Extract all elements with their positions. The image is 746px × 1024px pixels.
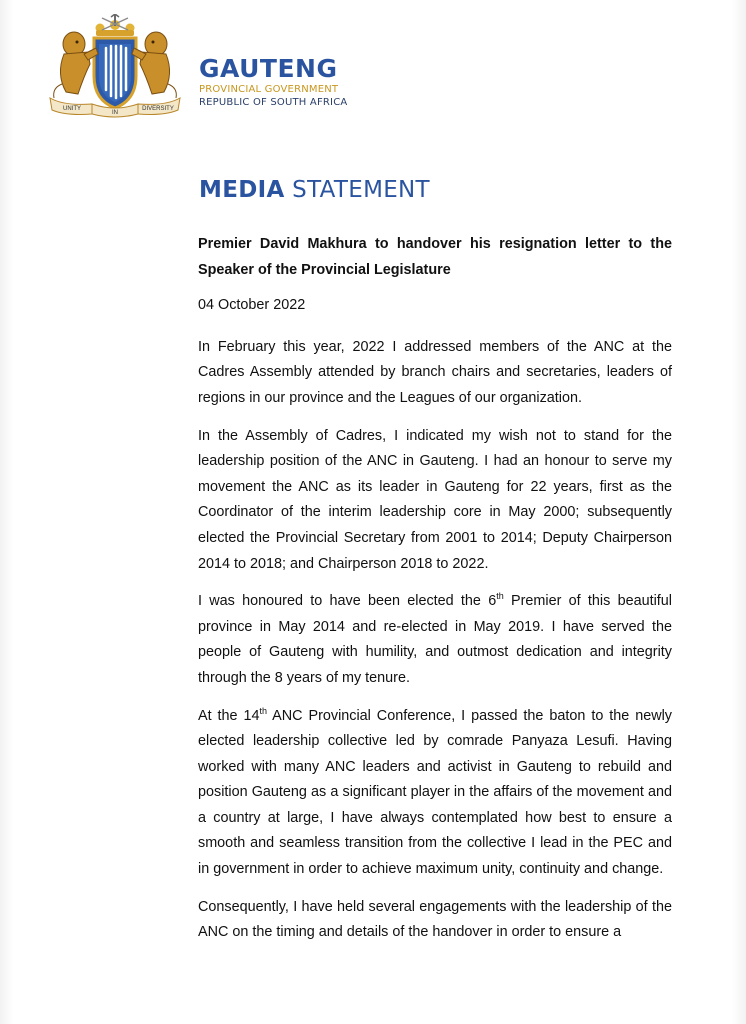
brand-block [199,56,347,109]
media-heading-rest: STATEMENT [284,177,430,203]
brand-subtitle-government: PROVINCIAL GOVERNMENT [199,84,339,95]
statement-headline: Premier David Makhura to handover his resignation letter to the Speaker of the Provincial Legislature [198,236,672,278]
brand-name: GAUTENG [199,54,338,83]
paragraph-4 [198,704,672,883]
paragraph-3-superscript: th [496,591,504,602]
paragraph-2: In the Assembly of Cadres, I indicated my wish not to stand for the leadership position of the ANC in Gauteng. I had an honour to serve my movement the ANC as its leader in Gauteng for 22 years, first as the Coordinator of the interim leadership core in May 2000; subsequently elected the Provincial Secretary from 2001 to 2014; Deputy Chairperson 2014 to 2018; and Chairperson 2018 to 2022. [198,427,672,572]
paragraph-4-text-a: At the 14 [198,707,260,724]
paragraph-5: Consequently, I have held several engagements with the leadership of the ANC on the timing and details of the handover in order to ensure a [198,898,672,941]
gauteng-coat-of-arms-icon [44,14,186,118]
paragraph-3-text-b: Premier of this beautiful province in May 2014 and re-elected in May 2019. I have served the people of Gauteng with humility, and outmost dedication and integrity through the 8 years of my tenure. [198,593,672,686]
paragraph-3-text-a: I was honoured to have been elected the 6 [198,593,497,610]
media-heading-bold: MEDIA [199,177,285,203]
statement-body [198,232,672,946]
paragraph-1: In February this year, 2022 I addressed members of the ANC at the Cadres Assembly attended by branch chairs and secretaries, leaders of regions in our province and the Leagues of our organization. [198,338,672,406]
motto-middle: IN [112,110,118,116]
motto-left: UNITY [63,106,81,112]
motto-right: DIVERSITY [142,106,174,112]
media-statement-heading [199,177,430,203]
statement-date: 04 October 2022 [198,297,306,314]
paragraph-4-superscript: th [259,705,268,716]
paragraph-4-text-b: ANC Provincial Conference, I passed the baton to the newly elected leadership collective led by comrade Panyaza Lesufi. Having worked with many ANC leaders and activist in Gauteng to rebuild and position Gauteng as a significant player in the affairs of the movement and a country at large, I have always contemplated how best to ensure a smooth and seamless transition from the collective I lead in the PEC and in government in order to achieve maximum unity, continuity and change. [198,707,672,878]
paragraph-3 [198,589,672,691]
brand-subtitle-country: REPUBLIC OF SOUTH AFRICA [199,97,348,108]
